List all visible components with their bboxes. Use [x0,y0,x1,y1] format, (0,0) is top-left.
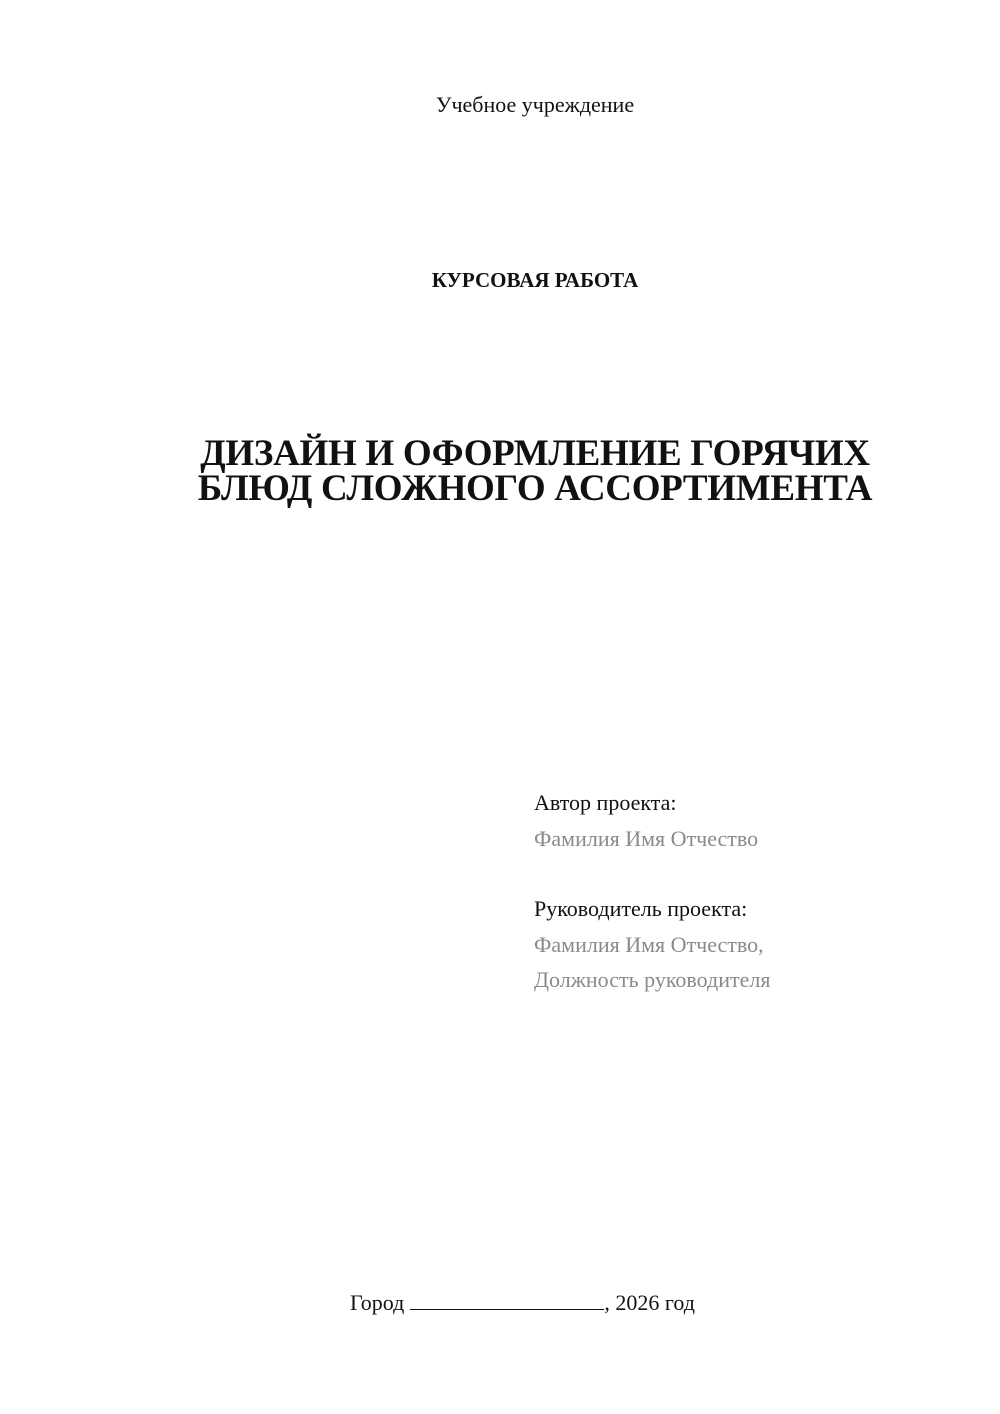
year-text: , 2026 год [604,1290,695,1315]
institution-name: Учебное учреждение [435,92,635,117]
document-title [0,433,1000,509]
author-label: Автор проекта: [534,790,677,815]
footer-city-year [350,1290,695,1316]
city-blank-line [410,1290,604,1310]
city-label: Город [350,1290,405,1315]
supervisor-name: Фамилия Имя Отчество, [534,932,764,957]
title-line-1: ДИЗАЙН И ОФОРМЛЕНИЕ ГОРЯЧИХ [200,433,870,474]
supervisor-position: Должность руководителя [534,967,771,992]
author-name: Фамилия Имя Отчество [534,826,759,851]
document-type: КУРСОВАЯ РАБОТА [431,268,639,292]
supervisor-label: Руководитель проекта: [534,896,748,921]
title-line-2: БЛЮД СЛОЖНОГО АССОРТИМЕНТА [197,468,873,509]
